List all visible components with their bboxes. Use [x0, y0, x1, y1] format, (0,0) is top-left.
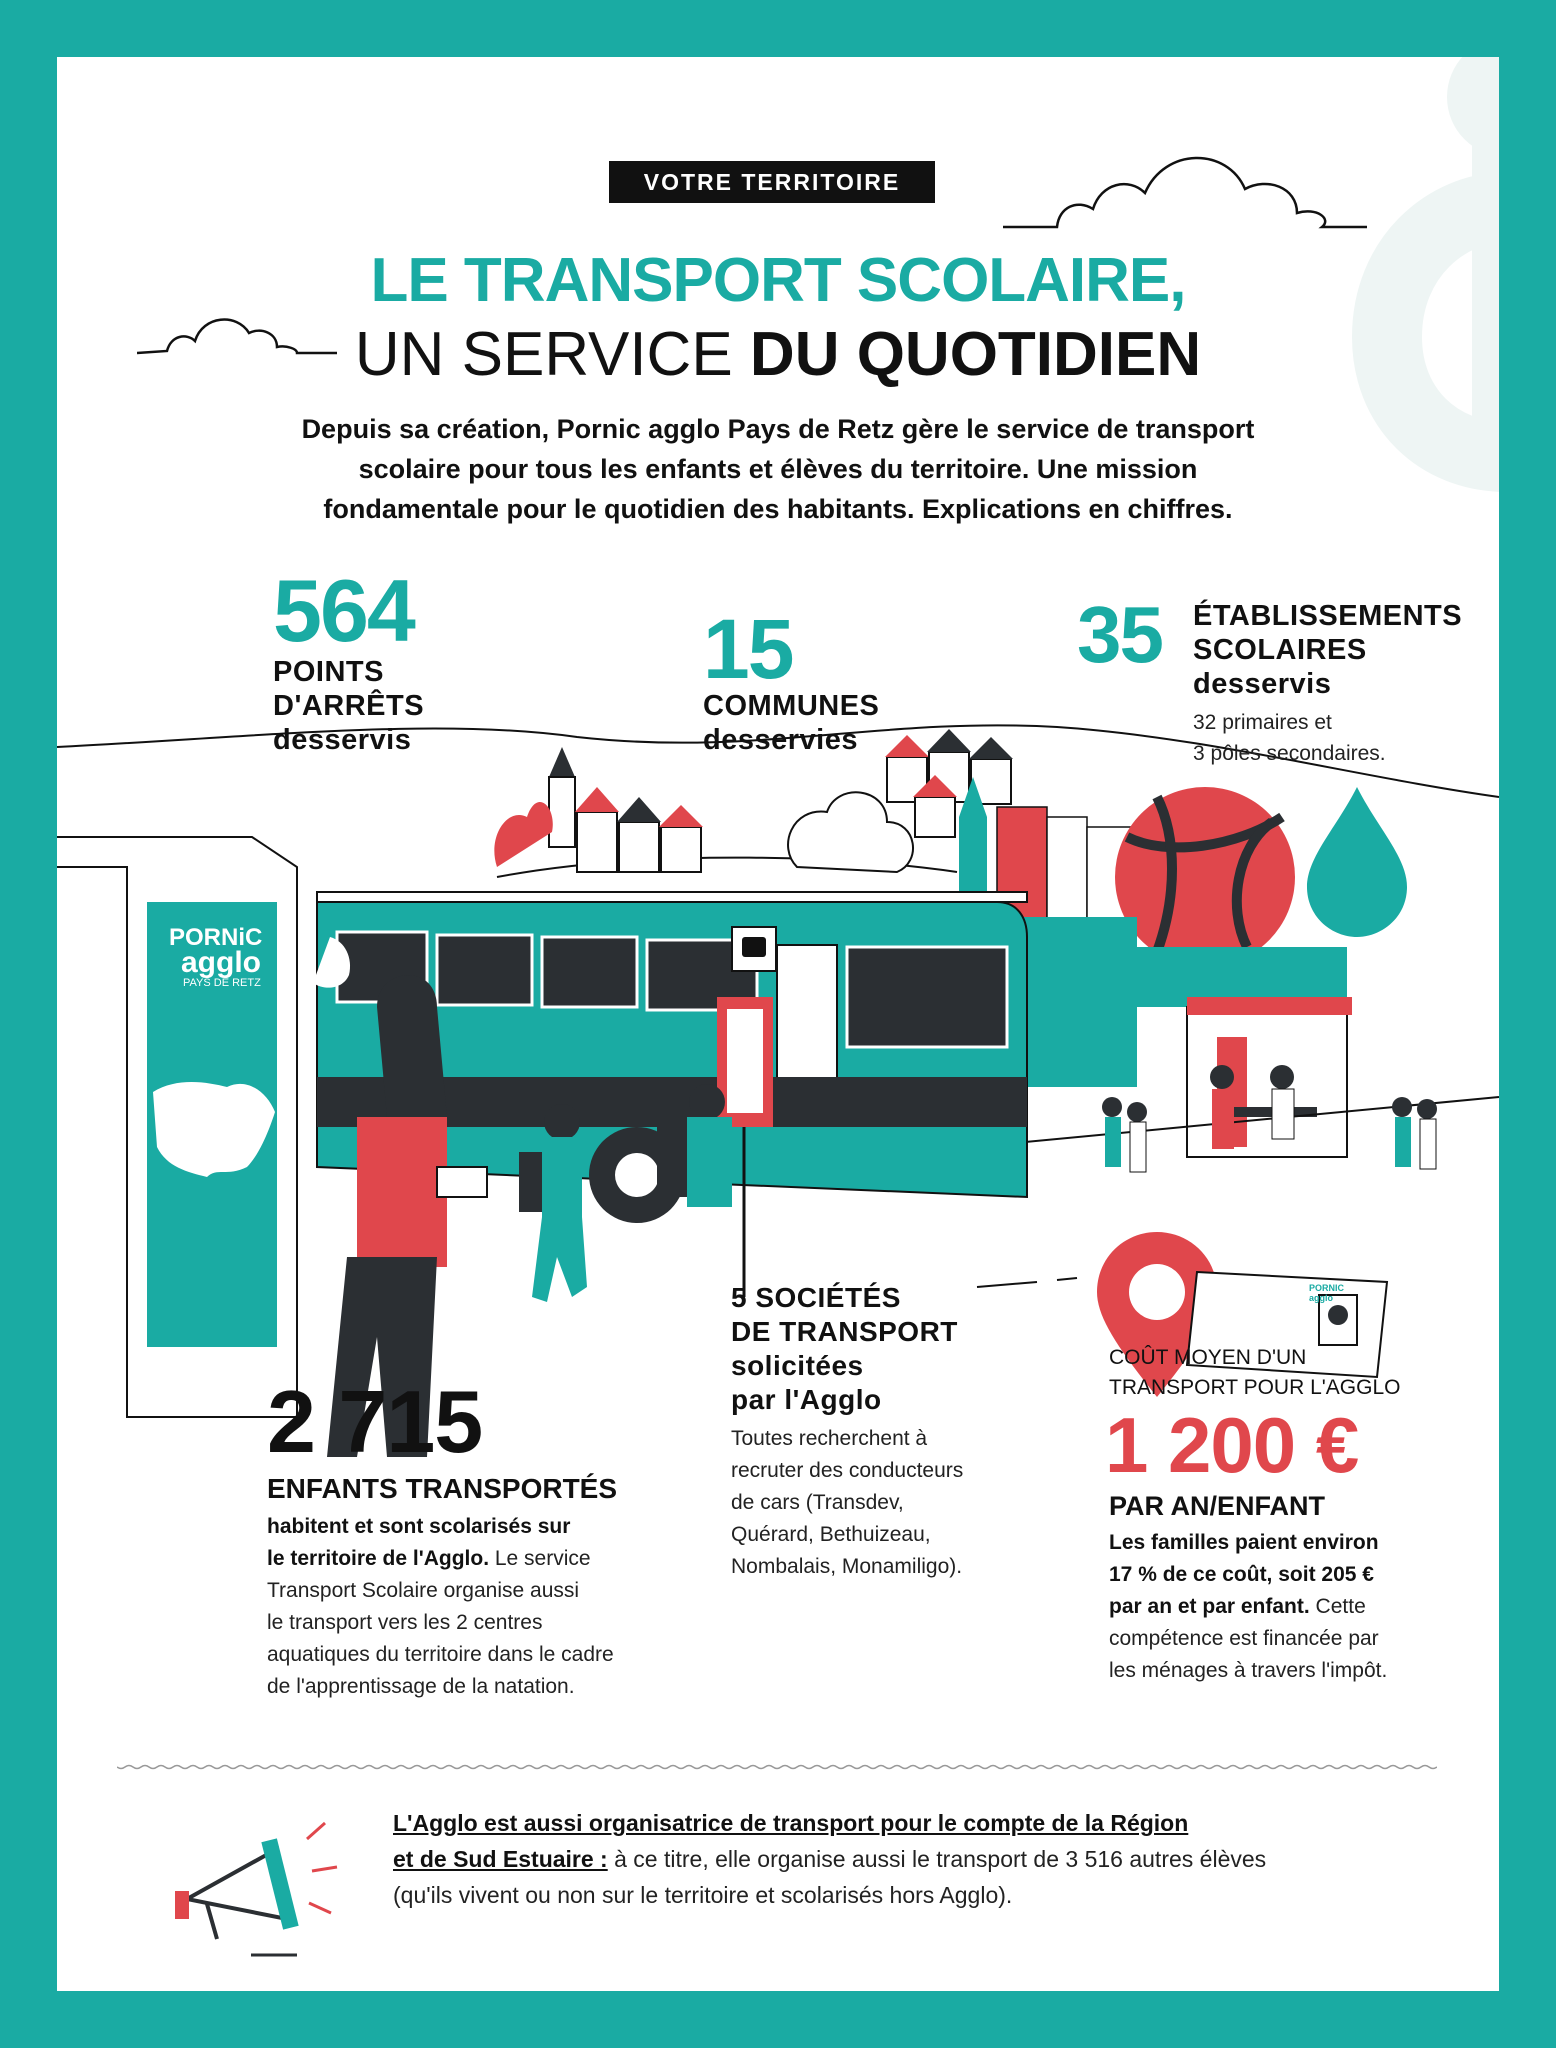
subtitle-light: UN SERVICE — [354, 320, 750, 389]
label-line: solicitées — [731, 1350, 864, 1381]
text-line: recruter des conducteurs — [731, 1459, 964, 1482]
basketball — [1115, 787, 1295, 967]
cloud-icon — [997, 127, 1377, 237]
intro-paragraph — [237, 409, 1319, 529]
detail-line: 3 pôles secondaires. — [1193, 742, 1386, 765]
bold-text: par an et par enfant. — [1109, 1595, 1310, 1618]
bold-text: le territoire de l'Agglo. — [267, 1547, 490, 1570]
village-houses-right — [885, 729, 1013, 837]
intro-line: Depuis sa création, Pornic agglo Pays de Retz gère le service de transport — [301, 414, 1255, 444]
stat-schools-label — [1193, 599, 1462, 701]
text-line: Toutes recherchent à — [731, 1427, 928, 1450]
footer-underline: L'Agglo est aussi organisatrice de transport pour le compte de la Région — [393, 1810, 1189, 1836]
label-line: 5 SOCIÉTÉS — [731, 1282, 901, 1313]
intro-line: fondamentale pour le quotidien des habitants. Explications en chiffres. — [323, 494, 1233, 524]
stat-children-text — [267, 1511, 707, 1703]
logo-line: agglo — [181, 946, 261, 979]
footer-text: (qu'ils vivent ou non sur le territoire et scolarisés hors Agglo). — [393, 1882, 1013, 1908]
text-line: Nombalais, Monamiligo). — [731, 1555, 963, 1578]
detail-line: 32 primaires et — [1193, 711, 1332, 734]
label-line: desservis — [1193, 668, 1332, 700]
bold-text: 17 % de ce coût, soit 205 € — [1109, 1563, 1374, 1586]
stat-companies-text — [731, 1423, 963, 1583]
label-line: desservis — [273, 724, 412, 756]
text: Le service — [489, 1547, 591, 1570]
logo-line: PAYS DE RETZ — [183, 977, 261, 989]
text-line: Transport Scolaire organise aussi — [267, 1579, 580, 1602]
text-line: compétence est financée par — [1109, 1627, 1379, 1650]
footer-underline: et de Sud Estuaire : — [393, 1846, 608, 1872]
megaphone-icon — [147, 1809, 347, 1959]
footer-text: à ce titre, elle organise aussi le transport de 3 516 autres élèves — [607, 1846, 1267, 1872]
stat-cost-number: 1 200 € — [1105, 1401, 1359, 1489]
village-houses-left — [494, 747, 703, 872]
heading-line: TRANSPORT POUR L'AGGLO — [1109, 1376, 1401, 1399]
card-logo-line: agglo — [1309, 1293, 1333, 1303]
label-line: D'ARRÊTS — [273, 690, 425, 722]
stat-schools-detail — [1193, 707, 1386, 769]
card-logo — [1309, 1283, 1344, 1303]
label-line: par l'Agglo — [731, 1384, 882, 1415]
label-line: desservies — [703, 724, 858, 756]
page — [57, 57, 1499, 1991]
section-badge: VOTRE TERRITOIRE — [609, 161, 935, 203]
stat-stops-number: 564 — [273, 561, 414, 660]
stat-children-number: 2 715 — [267, 1372, 483, 1471]
stat-children-label: ENFANTS TRANSPORTÉS — [267, 1473, 618, 1504]
intro-line: scolaire pour tous les enfants et élèves du territoire. Une mission — [358, 454, 1198, 484]
wavy-divider — [117, 1763, 1437, 1771]
heading-line: COÛT MOYEN D'UN — [1109, 1346, 1307, 1369]
stat-stops-label — [273, 655, 424, 757]
stat-communes-number: 15 — [703, 602, 793, 696]
stat-cost-label: PAR AN/ENFANT — [1109, 1491, 1325, 1521]
label-line: ÉTABLISSEMENTS — [1193, 600, 1463, 632]
text-line: le transport vers les 2 centres — [267, 1611, 543, 1634]
text-line: de l'apprentissage de la natation. — [267, 1675, 575, 1698]
text: Cette — [1309, 1595, 1366, 1618]
bold-text: habitent et sont scolarisés sur — [267, 1515, 571, 1538]
stat-communes-label — [703, 689, 879, 757]
card-logo-line: PORNIC — [1309, 1283, 1345, 1293]
logo-line: PORNiC — [169, 924, 263, 951]
subtitle-bold: DU QUOTIDIEN — [749, 320, 1202, 389]
label-line: SCOLAIRES — [1193, 634, 1367, 666]
page-title: LE TRANSPORT SCOLAIRE, — [370, 246, 1186, 315]
logo-sail-icon — [305, 933, 355, 993]
text-line: Quérard, Bethuizeau, — [731, 1523, 931, 1546]
label-line: POINTS — [273, 656, 384, 688]
stat-schools-number: 35 — [1077, 590, 1162, 679]
bold-text: Les familles paient environ — [1109, 1531, 1379, 1554]
text-line: aquatiques du territoire dans le cadre — [267, 1643, 614, 1666]
stat-cost-text — [1109, 1527, 1439, 1687]
stat-companies-label — [731, 1281, 958, 1417]
text-line: de cars (Transdev, — [731, 1491, 904, 1514]
stat-cost-heading — [1109, 1343, 1400, 1403]
footer-note — [393, 1805, 1413, 1913]
label-line: DE TRANSPORT — [731, 1316, 958, 1347]
label-line: COMMUNES — [703, 690, 880, 722]
page-subtitle — [57, 319, 1499, 390]
text-line: les ménages à travers l'impôt. — [1109, 1659, 1388, 1682]
